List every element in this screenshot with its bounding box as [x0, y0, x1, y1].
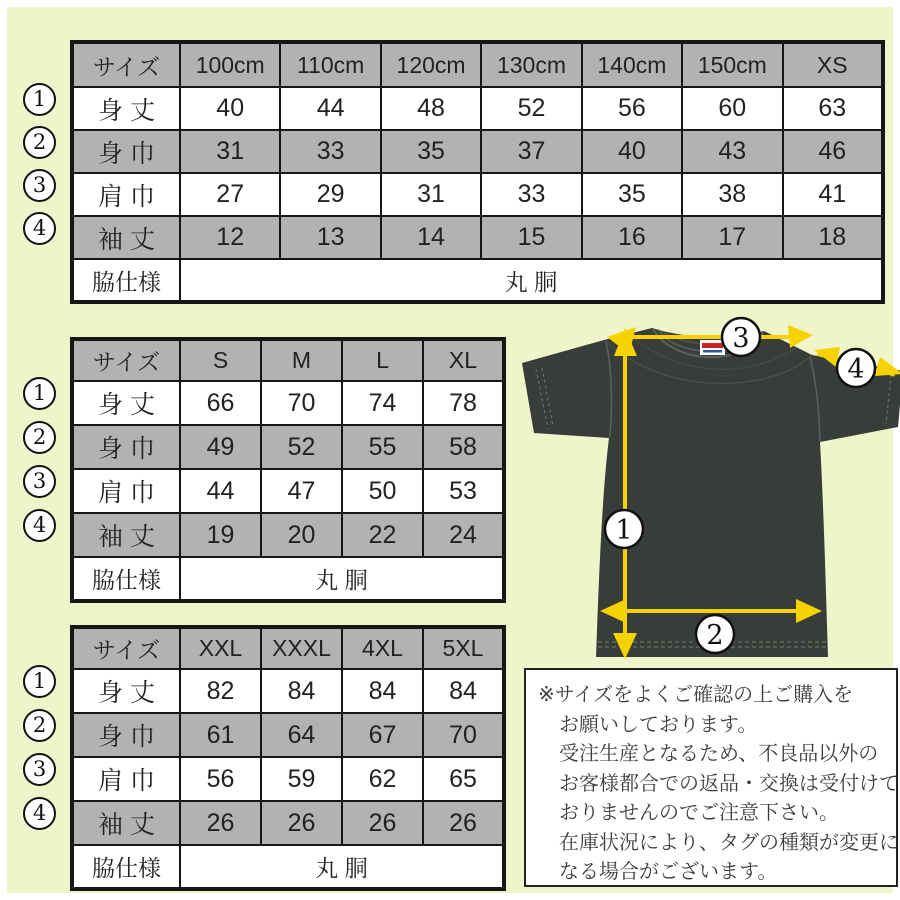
note-line: お客様都合での返品・交換は受付けて — [559, 772, 899, 795]
tshirt-measure-diagram — [512, 315, 900, 665]
value-cell: 31 — [180, 130, 280, 173]
size-table-s-xl — [70, 337, 506, 603]
footer-label-cell: 脇仕様 — [72, 845, 180, 889]
note-line: おりませんのでご注意下さい。 — [559, 802, 839, 824]
row-marker-2: 2 — [23, 126, 56, 159]
value-cell: 26 — [342, 801, 423, 845]
value-cell: 84 — [342, 669, 423, 713]
value-cell: 26 — [261, 801, 342, 845]
value-cell: 27 — [180, 173, 280, 216]
value-cell: 40 — [582, 130, 682, 173]
row-marker-1: 1 — [23, 83, 56, 116]
value-cell: 70 — [261, 381, 342, 425]
column-header-cell: 110cm — [280, 42, 380, 87]
value-cell: 33 — [481, 173, 581, 216]
value-cell: 55 — [342, 425, 423, 469]
value-cell: 50 — [342, 469, 423, 513]
value-cell: 40 — [180, 87, 280, 130]
value-cell: 43 — [682, 130, 782, 173]
value-cell: 64 — [261, 713, 342, 757]
value-cell: 22 — [342, 513, 423, 557]
svg-text:2: 2 — [706, 620, 724, 651]
column-header-cell: 100cm — [180, 42, 280, 87]
value-cell: 67 — [342, 713, 423, 757]
size-header-cell: サイズ — [72, 339, 180, 381]
column-header-cell: M — [261, 339, 342, 381]
row-label-cell: 身 丈 — [72, 87, 180, 130]
value-cell: 31 — [381, 173, 481, 216]
value-cell: 82 — [180, 669, 261, 713]
footer-value-cell: 丸 胴 — [180, 845, 504, 889]
purchase-note-box — [524, 668, 898, 887]
value-cell: 44 — [280, 87, 380, 130]
value-cell: 63 — [783, 87, 883, 130]
value-cell: 46 — [783, 130, 883, 173]
column-header-cell: 150cm — [682, 42, 782, 87]
value-cell: 29 — [280, 173, 380, 216]
row-label-cell: 身 丈 — [72, 381, 180, 425]
svg-text:3: 3 — [732, 323, 750, 354]
column-header-cell: 120cm — [381, 42, 481, 87]
row-label-cell: 身 巾 — [72, 425, 180, 469]
diagram-marker-1 — [605, 510, 643, 548]
diagram-marker-2 — [696, 615, 734, 653]
diagram-marker-4 — [837, 349, 875, 387]
column-header-cell: 130cm — [481, 42, 581, 87]
value-cell: 18 — [783, 216, 883, 259]
value-cell: 78 — [423, 381, 504, 425]
column-header-cell: XS — [783, 42, 883, 87]
value-cell: 66 — [180, 381, 261, 425]
size-header-cell: サイズ — [72, 627, 180, 669]
note-line: お願いしております。 — [559, 713, 758, 736]
column-header-cell: 4XL — [342, 627, 423, 669]
value-cell: 13 — [280, 216, 380, 259]
footer-label-cell: 脇仕様 — [72, 557, 180, 601]
row-marker-4: 4 — [23, 509, 56, 542]
footer-value-cell: 丸 胴 — [180, 557, 504, 601]
value-cell: 52 — [261, 425, 342, 469]
value-cell: 16 — [582, 216, 682, 259]
value-cell: 56 — [582, 87, 682, 130]
value-cell: 74 — [342, 381, 423, 425]
row-marker-1: 1 — [23, 377, 56, 410]
row-marker-4: 4 — [23, 212, 56, 245]
value-cell: 37 — [481, 130, 581, 173]
value-cell: 56 — [180, 757, 261, 801]
row-label-cell: 肩 巾 — [72, 173, 180, 216]
value-cell: 58 — [423, 425, 504, 469]
footer-value-cell: 丸 胴 — [180, 259, 883, 302]
svg-text:1: 1 — [615, 515, 633, 546]
value-cell: 60 — [682, 87, 782, 130]
value-cell: 47 — [261, 469, 342, 513]
value-cell: 84 — [423, 669, 504, 713]
note-line: なる場合がございます。 — [559, 861, 778, 883]
row-marker-3: 3 — [23, 753, 56, 786]
size-header-cell: サイズ — [72, 42, 180, 87]
value-cell: 44 — [180, 469, 261, 513]
value-cell: 70 — [423, 713, 504, 757]
page-background — [7, 7, 899, 893]
value-cell: 48 — [381, 87, 481, 130]
size-table-xxl-5xl — [70, 625, 506, 891]
value-cell: 65 — [423, 757, 504, 801]
row-label-cell: 身 巾 — [72, 130, 180, 173]
row-label-cell: 袖 丈 — [72, 216, 180, 259]
row-label-cell: 袖 丈 — [72, 513, 180, 557]
value-cell: 20 — [261, 513, 342, 557]
column-header-cell: XL — [423, 339, 504, 381]
value-cell: 19 — [180, 513, 261, 557]
row-label-cell: 身 巾 — [72, 713, 180, 757]
note-line: 受注生産となるため、不良品以外の — [559, 743, 879, 765]
row-marker-1: 1 — [23, 665, 56, 698]
row-marker-4: 4 — [23, 797, 56, 830]
column-header-cell: S — [180, 339, 261, 381]
column-header-cell: XXXL — [261, 627, 342, 669]
value-cell: 49 — [180, 425, 261, 469]
value-cell: 15 — [481, 216, 581, 259]
svg-text:4: 4 — [847, 354, 865, 385]
value-cell: 33 — [280, 130, 380, 173]
value-cell: 14 — [381, 216, 481, 259]
value-cell: 53 — [423, 469, 504, 513]
column-header-cell: XXL — [180, 627, 261, 669]
value-cell: 41 — [783, 173, 883, 216]
value-cell: 38 — [682, 173, 782, 216]
row-label-cell: 肩 巾 — [72, 469, 180, 513]
footer-label-cell: 脇仕様 — [72, 259, 180, 302]
value-cell: 12 — [180, 216, 280, 259]
value-cell: 59 — [261, 757, 342, 801]
diagram-marker-3 — [722, 318, 760, 356]
note-line: 在庫状況により、タグの種類が変更に — [559, 831, 899, 854]
row-label-cell: 肩 巾 — [72, 757, 180, 801]
value-cell: 24 — [423, 513, 504, 557]
column-header-cell: 5XL — [423, 627, 504, 669]
value-cell: 84 — [261, 669, 342, 713]
note-line: ※サイズをよくご確認の上ご購入を — [538, 684, 854, 706]
value-cell: 62 — [342, 757, 423, 801]
value-cell: 26 — [180, 801, 261, 845]
size-table-kids — [70, 40, 885, 304]
value-cell: 26 — [423, 801, 504, 845]
row-label-cell: 袖 丈 — [72, 801, 180, 845]
column-header-cell: 140cm — [582, 42, 682, 87]
row-marker-3: 3 — [23, 465, 56, 498]
row-marker-2: 2 — [23, 709, 56, 742]
value-cell: 52 — [481, 87, 581, 130]
value-cell: 35 — [381, 130, 481, 173]
brand-tag-icon — [700, 340, 725, 355]
value-cell: 61 — [180, 713, 261, 757]
row-marker-2: 2 — [23, 421, 56, 454]
column-header-cell: L — [342, 339, 423, 381]
row-label-cell: 身 丈 — [72, 669, 180, 713]
value-cell: 35 — [582, 173, 682, 216]
row-marker-3: 3 — [23, 169, 56, 202]
value-cell: 17 — [682, 216, 782, 259]
